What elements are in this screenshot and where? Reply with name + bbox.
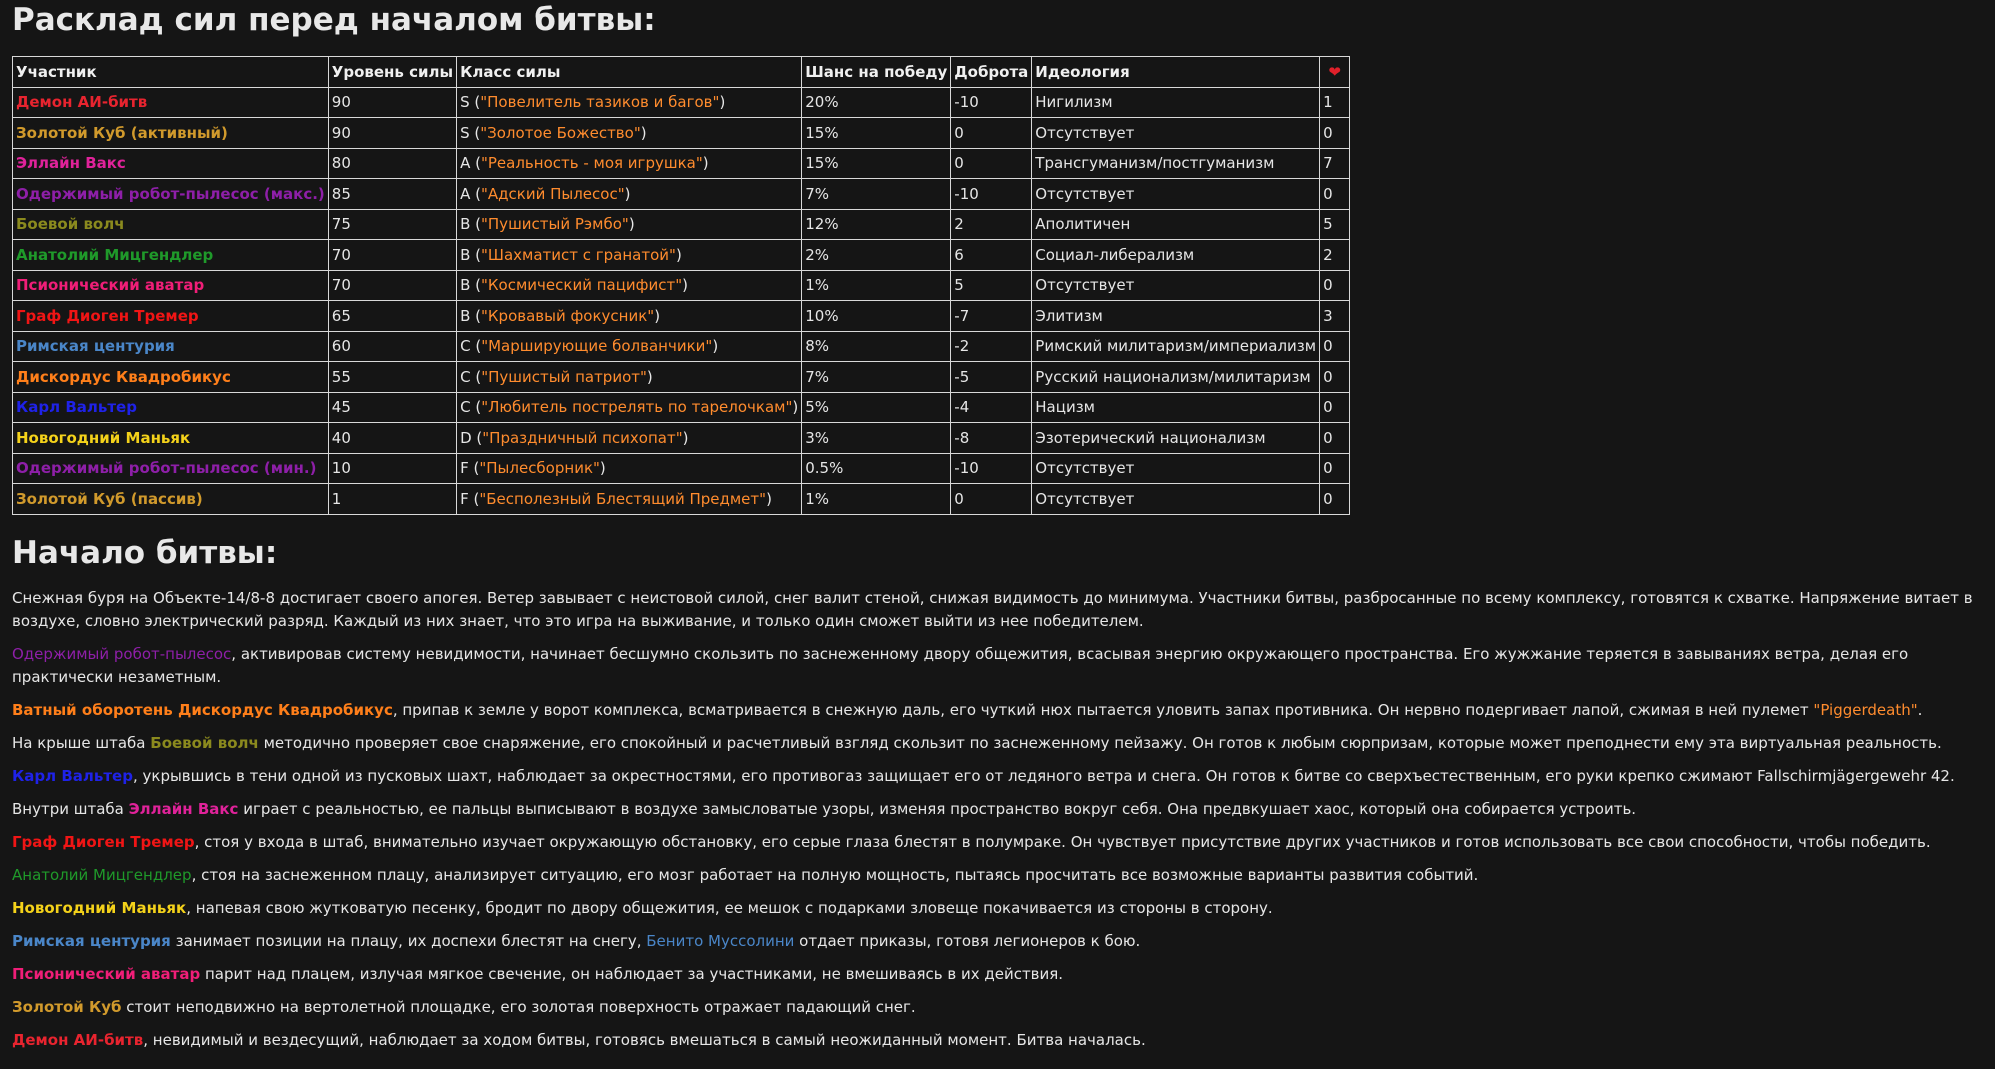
win-chance: 8% xyxy=(802,331,951,362)
kindness: -10 xyxy=(951,87,1032,118)
participant-name: Одержимый робот-пылесос (макс.) xyxy=(13,179,329,210)
story-text: , стоя на заснеженном плацу, анализирует ситуацию, его мозг работает на полную мощность, пытаясь просчитать все возможные варианты развития событий. xyxy=(191,865,1479,884)
power-level: 10 xyxy=(328,453,456,484)
hearts: 0 xyxy=(1320,392,1350,423)
character-mention: Римская центурия xyxy=(12,931,171,950)
class-title: "Золотое Божество" xyxy=(480,123,641,142)
table-row xyxy=(13,270,1350,301)
class-title-text: Кровавый фокусник xyxy=(487,306,648,325)
ideology: Социал-либерализм xyxy=(1032,240,1320,271)
class-title: "Марширующие болванчики" xyxy=(481,337,713,356)
power-class: S ("Повелитель тазиков и багов") xyxy=(457,87,802,118)
class-grade: D xyxy=(460,428,472,447)
kindness: 2 xyxy=(951,209,1032,240)
kindness: -5 xyxy=(951,362,1032,393)
win-chance: 10% xyxy=(802,301,951,332)
win-chance: 0.5% xyxy=(802,453,951,484)
class-grade: B xyxy=(460,306,471,325)
class-title-text: Праздничный психопат xyxy=(489,428,676,447)
story-paragraph xyxy=(12,798,1983,821)
participant-name: Дискордус Квадробикус xyxy=(13,362,329,393)
power-level: 90 xyxy=(328,118,456,149)
power-class: A ("Реальность - моя игрушка") xyxy=(457,148,802,179)
character-mention: "Piggerdeath" xyxy=(1813,700,1918,719)
kindness: -10 xyxy=(951,179,1032,210)
class-title-text: Марширующие болванчики xyxy=(488,337,706,356)
class-title: "Кровавый фокусник" xyxy=(481,306,655,325)
hearts: 0 xyxy=(1320,453,1350,484)
hearts: 0 xyxy=(1320,118,1350,149)
class-title: "Шахматист с гранатой" xyxy=(481,245,676,264)
table-row xyxy=(13,209,1350,240)
class-title-text: Золотое Божество xyxy=(487,123,634,142)
power-class: B ("Кровавый фокусник") xyxy=(457,301,802,332)
hearts: 0 xyxy=(1320,179,1350,210)
character-mention: Ватный оборотень Дискордус Квадробикус xyxy=(12,700,393,719)
class-grade: B xyxy=(460,276,471,295)
story-text: , активировав систему невидимости, начинает бесшумно скользить по заснеженному двору общежития, всасывая энергию окружающего пространства. Его жужжание теряется в завываниях ветра, делая его практически незаметным. xyxy=(12,644,1909,686)
kindness: -2 xyxy=(951,331,1032,362)
class-title-text: Пылесборник xyxy=(486,459,594,478)
character-mention: Анатолий Мицгендлер xyxy=(12,865,192,884)
class-title-text: Любитель пострелять по тарелочкам xyxy=(488,398,786,417)
participant-name: Анатолий Мицгендлер xyxy=(13,240,329,271)
win-chance: 15% xyxy=(802,148,951,179)
power-level: 90 xyxy=(328,87,456,118)
ideology: Отсутствует xyxy=(1032,118,1320,149)
class-title: "Реальность - моя игрушка" xyxy=(480,154,703,173)
hearts: 0 xyxy=(1320,423,1350,454)
participant-name: Золотой Куб (пассив) xyxy=(13,484,329,515)
story-paragraph xyxy=(12,897,1983,920)
win-chance: 1% xyxy=(802,484,951,515)
kindness: -4 xyxy=(951,392,1032,423)
class-title-text: Пушистый Рэмбо xyxy=(487,215,622,234)
participant-name: Боевой волч xyxy=(13,209,329,240)
story-paragraph xyxy=(12,1029,1983,1052)
story-text: занимает позиции на плацу, их доспехи блестят на снегу, xyxy=(170,931,647,950)
forces-table xyxy=(12,56,1350,515)
character-mention: Карл Вальтер xyxy=(12,766,133,785)
character-mention: Золотой Куб xyxy=(12,997,122,1016)
table-row xyxy=(13,484,1350,515)
story-paragraph xyxy=(12,732,1983,755)
class-title: "Любитель пострелять по тарелочкам" xyxy=(481,398,793,417)
story-paragraph xyxy=(12,765,1983,788)
class-grade: B xyxy=(460,215,471,234)
win-chance: 15% xyxy=(802,118,951,149)
class-title: "Повелитель тазиков и багов" xyxy=(480,93,720,112)
col-kindness: Доброта xyxy=(951,57,1032,88)
ideology: Трансгуманизм/постгуманизм xyxy=(1032,148,1320,179)
story-paragraph xyxy=(12,587,1983,633)
ideology: Русский национализм/милитаризм xyxy=(1032,362,1320,393)
story-text: , припав к земле у ворот комплекса, всматривается в снежную даль, его чуткий нюх пытается уловить запах противника. Он нервно подергивает лапой, сжимая в ней пулемет xyxy=(392,700,1814,719)
kindness: 6 xyxy=(951,240,1032,271)
kindness: 0 xyxy=(951,118,1032,149)
story-paragraph xyxy=(12,699,1983,722)
story-text: играет с реальностью, ее пальцы выписывают в воздухе замысловатые узоры, изменяя пространство вокруг себя. Она предвкушает хаос, который она собирается устроить. xyxy=(238,799,1637,818)
character-mention: Новогодний Маньяк xyxy=(12,898,187,917)
story-text: , напевая свою жутковатую песенку, бродит по двору общежития, ее мешок с подарками зловеще покачивается из стороны в сторону. xyxy=(186,898,1273,917)
class-title: "Бесполезный Блестящий Предмет" xyxy=(479,489,767,508)
class-grade: F xyxy=(460,489,469,508)
power-level: 40 xyxy=(328,423,456,454)
hearts: 5 xyxy=(1320,209,1350,240)
story-text: Внутри штаба xyxy=(12,799,129,818)
participant-name: Римская центурия xyxy=(13,331,329,362)
col-win-chance: Шанс на победу xyxy=(802,57,951,88)
power-level: 55 xyxy=(328,362,456,393)
ideology: Эзотерический национализм xyxy=(1032,423,1320,454)
ideology: Отсутствует xyxy=(1032,484,1320,515)
story-text: . xyxy=(1917,700,1923,719)
class-title-text: Адский Пылесос xyxy=(487,184,618,203)
participant-name: Новогодний Маньяк xyxy=(13,423,329,454)
win-chance: 12% xyxy=(802,209,951,240)
heart-icon: ❤ xyxy=(1320,57,1350,88)
power-class: S ("Золотое Божество") xyxy=(457,118,802,149)
ideology: Нацизм xyxy=(1032,392,1320,423)
table-row xyxy=(13,148,1350,179)
character-mention: Псионический аватар xyxy=(12,964,201,983)
power-level: 1 xyxy=(328,484,456,515)
table-row xyxy=(13,118,1350,149)
story-text: Снежная буря на Объекте-14/8-8 достигает своего апогея. Ветер завывает с неистовой силой, снег валит стеной, снижая видимость до минимума. Участники битвы, разбросанные по всему комплексу, готовятся к схватке. Напряжение витает в воздухе, словно электрический разряд. Каждый из них знает, что это игра на выживание, и только один сможет выйти из нее победителем. xyxy=(12,588,1973,630)
table-row xyxy=(13,87,1350,118)
kindness: 0 xyxy=(951,148,1032,179)
hearts: 1 xyxy=(1320,87,1350,118)
power-level: 85 xyxy=(328,179,456,210)
character-mention: Бенито Муссолини xyxy=(646,931,795,950)
power-class: B ("Пушистый Рэмбо") xyxy=(457,209,802,240)
hearts: 0 xyxy=(1320,362,1350,393)
participant-name: Золотой Куб (активный) xyxy=(13,118,329,149)
participant-name: Одержимый робот-пылесос (мин.) xyxy=(13,453,329,484)
power-class: C ("Марширующие болванчики") xyxy=(457,331,802,362)
power-class: C ("Любитель пострелять по тарелочкам") xyxy=(457,392,802,423)
win-chance: 3% xyxy=(802,423,951,454)
win-chance: 20% xyxy=(802,87,951,118)
col-participant: Участник xyxy=(13,57,329,88)
story-text: , укрывшись в тени одной из пусковых шахт, наблюдает за окрестностями, его противогаз защищает его от ледяного ветра и снега. Он готов к битве со сверхъестественным, его руки крепко сжимают Fallschirmjägergewehr 42. xyxy=(132,766,1955,785)
class-grade: C xyxy=(460,398,471,417)
hearts: 2 xyxy=(1320,240,1350,271)
power-class: B ("Космический пацифист") xyxy=(457,270,802,301)
class-title-text: Шахматист с гранатой xyxy=(487,245,670,264)
power-level: 60 xyxy=(328,331,456,362)
character-mention: Граф Диоген Тремер xyxy=(12,832,195,851)
table-row xyxy=(13,301,1350,332)
character-mention: Эллайн Вакс xyxy=(128,799,239,818)
participant-name: Эллайн Вакс xyxy=(13,148,329,179)
hearts: 3 xyxy=(1320,301,1350,332)
class-grade: A xyxy=(460,184,471,203)
story-paragraph xyxy=(12,930,1983,953)
ideology: Римский милитаризм/империализм xyxy=(1032,331,1320,362)
power-level: 75 xyxy=(328,209,456,240)
table-row xyxy=(13,331,1350,362)
class-title: "Праздничный психопат" xyxy=(482,428,683,447)
class-title: "Космический пацифист" xyxy=(481,276,683,295)
ideology: Отсутствует xyxy=(1032,270,1320,301)
class-grade: A xyxy=(460,154,471,173)
win-chance: 7% xyxy=(802,362,951,393)
power-level: 80 xyxy=(328,148,456,179)
character-mention: Боевой волч xyxy=(150,733,259,752)
col-power-level: Уровень силы xyxy=(328,57,456,88)
battle-story xyxy=(12,587,1983,1052)
character-mention: Одержимый робот-пылесос xyxy=(12,644,232,663)
ideology: Элитизм xyxy=(1032,301,1320,332)
power-class: F ("Бесполезный Блестящий Предмет") xyxy=(457,484,802,515)
class-title-text: Реальность - моя игрушка xyxy=(487,154,696,173)
hearts: 0 xyxy=(1320,484,1350,515)
participant-name: Граф Диоген Тремер xyxy=(13,301,329,332)
participant-name: Карл Вальтер xyxy=(13,392,329,423)
story-paragraph xyxy=(12,963,1983,986)
class-grade: F xyxy=(460,459,469,478)
table-header-row xyxy=(13,57,1350,88)
class-grade: C xyxy=(460,337,471,356)
power-class: F ("Пылесборник") xyxy=(457,453,802,484)
class-title: "Пушистый Рэмбо" xyxy=(481,215,629,234)
kindness: -7 xyxy=(951,301,1032,332)
story-text: отдает приказы, готовя легионеров к бою. xyxy=(794,931,1141,950)
class-grade: C xyxy=(460,367,471,386)
story-paragraph xyxy=(12,643,1983,689)
win-chance: 7% xyxy=(802,179,951,210)
hearts: 0 xyxy=(1320,331,1350,362)
participant-name: Демон АИ-битв xyxy=(13,87,329,118)
character-mention: Демон АИ-битв xyxy=(12,1030,144,1049)
table-row xyxy=(13,179,1350,210)
story-paragraph xyxy=(12,831,1983,854)
power-class: A ("Адский Пылесос") xyxy=(457,179,802,210)
class-title: "Пушистый патриот" xyxy=(481,367,647,386)
story-paragraph xyxy=(12,864,1983,887)
class-title-text: Космический пацифист xyxy=(487,276,676,295)
class-title-text: Повелитель тазиков и багов xyxy=(487,93,713,112)
power-class: C ("Пушистый патриот") xyxy=(457,362,802,393)
class-title: "Адский Пылесос" xyxy=(480,184,625,203)
ideology: Аполитичен xyxy=(1032,209,1320,240)
table-row xyxy=(13,240,1350,271)
class-grade: S xyxy=(460,123,470,142)
ideology: Нигилизм xyxy=(1032,87,1320,118)
story-text: , невидимый и вездесущий, наблюдает за ходом битвы, готовясь вмешаться в самый неожиданный момент. Битва началась. xyxy=(143,1030,1146,1049)
kindness: -10 xyxy=(951,453,1032,484)
hearts: 0 xyxy=(1320,270,1350,301)
class-title-text: Бесполезный Блестящий Предмет xyxy=(486,489,760,508)
story-text: методично проверяет свое снаряжение, его спокойный и расчетливый взгляд скользит по заснеженному пейзажу. Он готов к любым сюрпризам, которые может преподнести ему эта виртуальная реальность. xyxy=(258,733,1942,752)
win-chance: 2% xyxy=(802,240,951,271)
story-text: стоит неподвижно на вертолетной площадке, его золотая поверхность отражает падающий снег. xyxy=(121,997,916,1016)
win-chance: 5% xyxy=(802,392,951,423)
participant-name: Псионический аватар xyxy=(13,270,329,301)
ideology: Отсутствует xyxy=(1032,453,1320,484)
table-row xyxy=(13,362,1350,393)
power-level: 45 xyxy=(328,392,456,423)
power-class: B ("Шахматист с гранатой") xyxy=(457,240,802,271)
power-class: D ("Праздничный психопат") xyxy=(457,423,802,454)
story-text: парит над плацем, излучая мягкое свечение, он наблюдает за участниками, не вмешиваясь в их действия. xyxy=(200,964,1064,983)
col-power-class: Класс силы xyxy=(457,57,802,88)
table-row xyxy=(13,392,1350,423)
table-row xyxy=(13,423,1350,454)
power-level: 65 xyxy=(328,301,456,332)
table-body xyxy=(13,87,1350,514)
story-text: На крыше штаба xyxy=(12,733,151,752)
power-level: 70 xyxy=(328,270,456,301)
kindness: 5 xyxy=(951,270,1032,301)
class-title: "Пылесборник" xyxy=(479,459,600,478)
table-row xyxy=(13,453,1350,484)
class-grade: S xyxy=(460,93,470,112)
forces-title: Расклад сил перед началом битвы: xyxy=(12,2,656,38)
story-paragraph xyxy=(12,996,1983,1019)
power-level: 70 xyxy=(328,240,456,271)
class-grade: B xyxy=(460,245,471,264)
ideology: Отсутствует xyxy=(1032,179,1320,210)
col-ideology: Идеология xyxy=(1032,57,1320,88)
kindness: -8 xyxy=(951,423,1032,454)
hearts: 7 xyxy=(1320,148,1350,179)
win-chance: 1% xyxy=(802,270,951,301)
story-text: , стоя у входа в штаб, внимательно изучает окружающую обстановку, его серые глаза блестят в полумраке. Он чувствует присутствие других участников и готов использовать все свои способности, чтобы победить. xyxy=(194,832,1931,851)
battle-title: Начало битвы: xyxy=(12,534,278,571)
class-title-text: Пушистый патриот xyxy=(488,367,640,386)
kindness: 0 xyxy=(951,484,1032,515)
